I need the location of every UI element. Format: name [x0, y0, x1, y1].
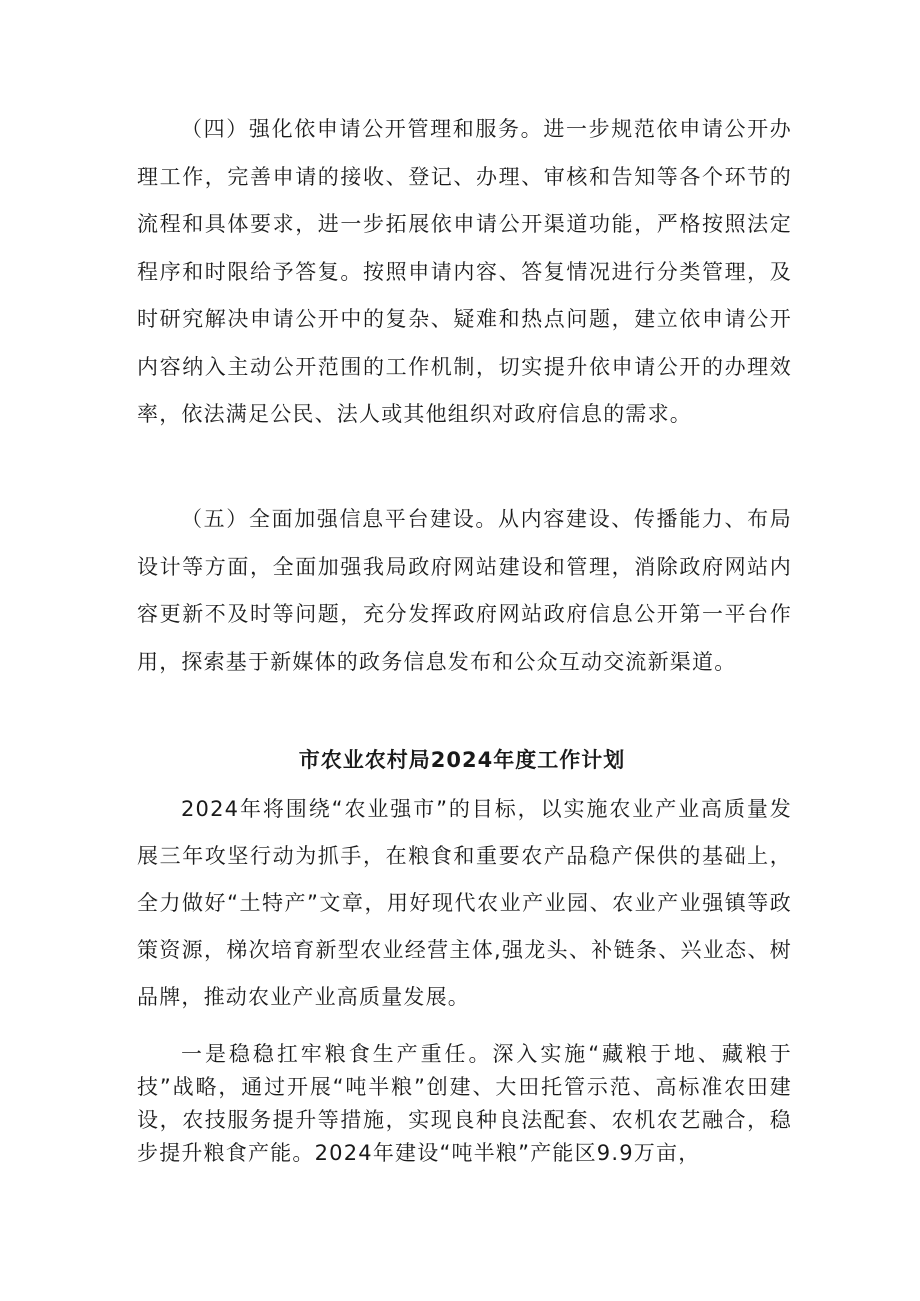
paragraph-platform-construction: （五）全面加强信息平台建设。从内容建设、传播能力、布局设计等方面，全面加强我局政府网站建设和管理，消除政府网站内容更新不及时等问题，充分发挥政府网站政府信息公开第一平台作用，探索基于新媒体的政务信息发布和公众互动交流新渠道。 [137, 507, 792, 674]
paragraph-grain-production: 一是稳稳扛牢粮食生产重任。深入实施“藏粮于地、藏粮于技”战略，通过开展“吨半粮”创建、大田托管示范、高标准农田建设，农技服务提升等措施，实现良种良法配套、农机农艺融合，稳步提升粮食产能。2024年建设“吨半粮”产能区9.9万亩， [137, 1042, 792, 1165]
section-title: 市农业农村局2024年度工作计划 [298, 748, 626, 772]
paragraph-application-disclosure: （四）强化依申请公开管理和服务。进一步规范依申请公开办理工作，完善申请的接收、登记、办理、审核和告知等各个环节的流程和具体要求，进一步拓展依申请公开渠道功能，严格按照法定程序和时限给予答复。按照申请内容、答复情况进行分类管理，及时研究解决申请公开中的复杂、疑难和热点问题，建立依申请公开内容纳入主动公开范围的工作机制，切实提升依申请公开的办理效率，依法满足公民、法人或其他组织对政府信息的需求。 [137, 117, 792, 426]
paragraph-intro: 2024年将围绕“农业强市”的目标，以实施农业产业高质量发展三年攻坚行动为抓手，在粮食和重要农产品稳产保供的基础上，全力做好“土特产”文章，用好现代农业产业园、农业产业强镇等政策资源，梯次培育新型农业经营主体,强龙头、补链条、兴业态、树品牌，推动农业产业高质量发展。 [137, 797, 792, 1009]
